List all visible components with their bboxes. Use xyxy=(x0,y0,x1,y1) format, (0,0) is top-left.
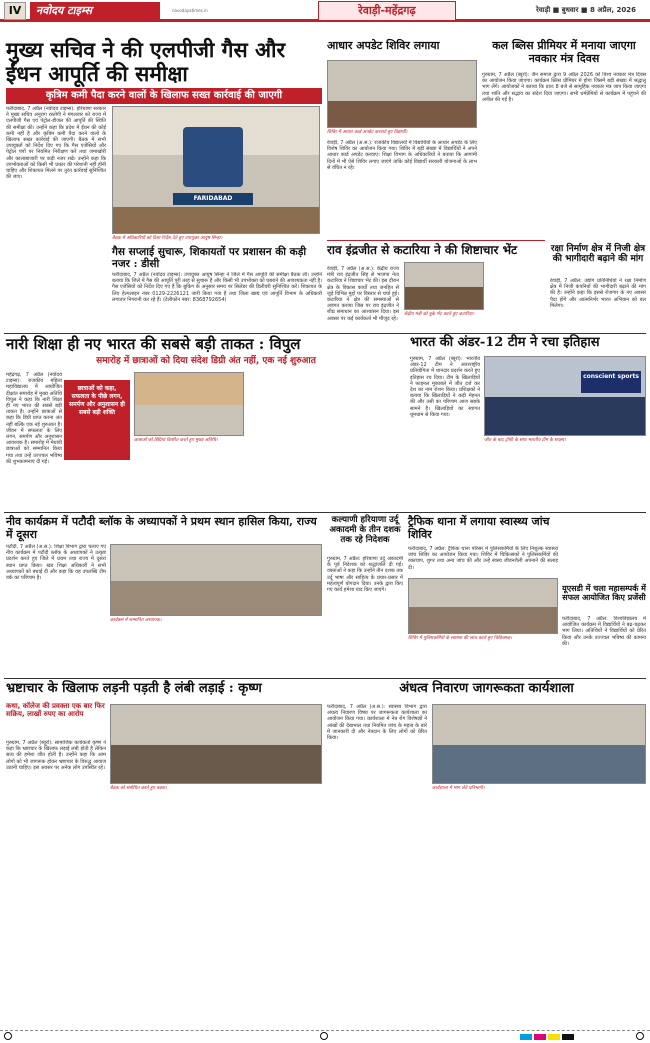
story-education-photo xyxy=(134,372,244,436)
story-gas-headline: गैस सप्लाई सुचारू, शिकायतों पर प्रशासन की कड़ी नजर : डीसी xyxy=(112,246,307,271)
divider xyxy=(4,333,646,334)
story-corruption-body: गुरुग्राम, 7 अप्रैल (ब्यूरो): सामाजिक कार्यकर्ता कृष्ण ने कहा कि भ्रष्टाचार के खिलाफ लड़ाई लंबी होती है लेकिन सत्य की हमेशा जीत होती है। उन्होंने कहा कि आम लोगों को भी जागरूक होकर भ्रष्टाचार के विरुद्ध आवाज उठानी चाहिए। इस अवसर पर अनेक लोग उपस्थित रहे। xyxy=(6,740,106,771)
story-blindness-body: फरीदाबाद, 7 अप्रैल (अ.स.): स्वास्थ्य विभाग द्वारा अंधत्व निवारण विषय पर जागरूकता कार्यशाला का आयोजन किया गया। कार्यशाला में नेत्र रोग विशेषज्ञों ने आंखों की देखभाल तथा नियमित जांच के महत्व के बारे में जानकारी दी और नेत्रदान के लिए लोगों को प्रेरित किया। xyxy=(327,704,427,742)
story-rao-caption: केंद्रीय मंत्री को बुके भेंट करते हुए कटारिया। xyxy=(404,312,475,317)
lead-photo-caption: बैठक में अधिकारियों को दिशा निर्देश देते हुए उपायुक्त आयुष सिन्हा। xyxy=(112,236,223,241)
story-blindness-caption: कार्यशाला में भाग लेते प्रतिभागी। xyxy=(432,786,485,791)
story-corruption-headline: भ्रष्टाचार के खिलाफ लड़नी पड़ती है लंबी लड़ाई : कृष्ण xyxy=(6,681,262,696)
dateline: रेवाड़ी ■ बुधवार ■ 8 अप्रैल, 2026 xyxy=(536,6,636,14)
story-education-pullquote: छात्राओं को कहा, सफलता के पीछे लगन, समर्पण और अनुशासन ही सबसे बड़ी शक्ति xyxy=(64,380,130,460)
story-neev-headline: नीव कार्यक्रम में पटौदी ब्लॉक के अध्यापकों ने प्रथम स्थान हासिल किया, राज्य में दूसरा xyxy=(6,515,317,541)
story-rao-body: रेवाड़ी, 7 अप्रैल (अ.स.): केंद्रीय राज्य मंत्री राव इंद्रजीत सिंह से भाजपा नेता कटारिया ने शिष्टाचार भेंट की। इस दौरान क्षेत्र के विकास कार्यों तथा जनहित से जुड़े विभिन्न मुद्दों पर विस्तार से चर्चा हुई। कटारिया ने क्षेत्र की समस्याओं से अवगत कराया जिस पर राव इंद्रजीत ने शीघ्र समाधान का आश्वासन दिया। इस अवसर पर कई कार्यकर्ता भी मौजूद रहे। xyxy=(327,266,399,322)
story-u12-headline: भारत की अंडर-12 टीम ने रचा इतिहास xyxy=(410,335,600,350)
story-blindness-headline: अंधत्व निवारण जागरूकता कार्यशाला xyxy=(399,681,574,696)
story-aadhaar-caption: शिविर में आधार कार्ड अपडेट करवाते हुए विद्यार्थी। xyxy=(327,130,408,135)
story-urdu-body: गुरुग्राम, 7 अप्रैल: हरियाणा उर्दू अकादमी के पूर्व निदेशक को श्रद्धांजलि दी गई। वक्ताओं ने कहा कि उन्होंने तीन दशक तक उर्दू भाषा और साहित्य के प्रचार-प्रसार में महत्वपूर्ण योगदान दिया। उनके द्वारा किए गए कार्य हमेशा याद किए जाएंगे। xyxy=(327,556,403,594)
section-title: रेवाड़ी-महेंद्रगढ़ xyxy=(318,1,456,21)
story-education-subhead: समारोह में छात्राओं को दिया संदेश डिग्री अंत नहीं, एक नई शुरुआत xyxy=(96,356,316,366)
story-education-caption: छात्राओं को डिग्रियां वितरित करते हुए मुख्य अतिथि। xyxy=(134,438,218,443)
registration-mark-icon xyxy=(320,1032,328,1040)
story-education-body: महेंद्रगढ़, 7 अप्रैल (नवोदय टाइम्स): राजकीय महिला महाविद्यालय में आयोजित दीक्षांत समारोह में मुख्य अतिथि विपुल ने कहा कि नारी शिक्षा ही नए भारत की सबसे बड़ी ताकत है। उन्होंने छात्राओं से कहा कि डिग्री प्राप्त करना अंत नहीं बल्कि एक नई शुरुआत है। जीवन में सफलता के लिए लगन, समर्पण और अनुशासन आवश्यक है। समारोह में मेधावी छात्राओं को सम्मानित किया गया तथा उन्हें उज्ज्वल भविष्य की शुभकामनाएं दी गईं। xyxy=(6,372,62,465)
lead-subhead: कृत्रिम कमी पैदा करने वालों के खिलाफ सख्त कार्रवाई की जाएगी xyxy=(6,88,322,104)
lead-headline: मुख्य सचिव ने की एलपीजी गैस और ईंधन आपूर्ति की समीक्षा xyxy=(6,37,286,87)
story-navkar-headline: कल ब्लिस प्रीमियर में मनाया जाएगा नवकार मंत्र दिवस xyxy=(492,39,636,65)
story-aadhaar-photo xyxy=(327,60,477,128)
story-corruption-subhead: कथा, कॉलेज की प्रवक्ता एक बार फिर सक्रिय, लाखों रुपए का आरोप xyxy=(6,702,105,719)
registration-mark-icon xyxy=(636,1032,644,1040)
story-u12-body: गुरुग्राम, 7 अप्रैल (ब्यूरो): भारतीय अंडर-12 टीम ने अंतरराष्ट्रीय प्रतियोगिता में शानदार प्रदर्शन करते हुए इतिहास रच दिया। टीम के खिलाड़ियों ने फाइनल मुकाबले में जीत दर्ज कर देश का नाम रोशन किया। प्रशिक्षकों ने बताया कि खिलाड़ियों ने कड़ी मेहनत की और उसी का परिणाम आज सबके सामने है। खिलाड़ियों का स्वागत धूमधाम से किया गया। xyxy=(410,356,480,418)
lead-body: फरीदाबाद, 7 अप्रैल (नवोदय टाइम्स): हरियाणा सरकार ने मुख्य सचिव अनुराग रस्तोगी ने मंगलवार को राज्य में एलपीजी गैस एवं पेट्रोल-डीजल की आपूर्ति की स्थिति की समीक्षा की। उन्होंने कहा कि प्रदेश में ईंधन की कोई कमी नहीं है और कृत्रिम कमी पैदा करने वालों के खिलाफ सख्त कार्रवाई की जाएगी। बैठक में सभी उपायुक्तों को निर्देश दिए गए कि गैस एजेंसियों और पेट्रोल पंपों पर नियमित निरीक्षण करें तथा जमाखोरी और कालाबाजारी पर कड़ी नजर रखें। उन्होंने कहा कि उपभोक्ताओं को किसी भी प्रकार की परेशानी नहीं होनी चाहिए और शिकायत मिलने पर तुरंत कार्रवाई सुनिश्चित की जाए। xyxy=(6,106,106,181)
photo-sign: FARIDABAD xyxy=(173,193,253,205)
story-u12-photo xyxy=(484,356,646,436)
divider xyxy=(4,512,646,513)
site-url: navodayatimes.in xyxy=(172,8,208,13)
story-neev-photo xyxy=(110,544,322,616)
lead-photo xyxy=(112,106,320,234)
cyan-swatch xyxy=(520,1034,532,1040)
story-navkar-body: गुरुग्राम, 7 अप्रैल (ब्यूरो): जैन समाज द्वारा 9 अप्रैल 2026 को विश्व नवकार मंत्र दिवस का आयोजन किया जाएगा। कार्यक्रम ब्लिस प्रीमियर में होगा जिसमें बड़ी संख्या में श्रद्धालु भाग लेंगे। आयोजकों ने बताया कि प्रातः 8 बजे से सामूहिक नवकार मंत्र जाप किया जाएगा तथा शांति और सद्भाव का संदेश दिया जाएगा। सभी धर्मप्रेमियों से कार्यक्रम में पहुंचने की अपील की गई है। xyxy=(482,72,646,103)
story-u12-banner: conscient sports xyxy=(581,371,641,393)
story-neev-body: पटौदी, 7 अप्रैल (अ.स.): शिक्षा विभाग द्वारा चलाए गए नीव कार्यक्रम में पटौदी ब्लॉक के अध्यापकों ने उत्कृष्ट प्रदर्शन करते हुए जिले में प्रथम तथा राज्य में दूसरा स्थान प्राप्त किया। खंड शिक्षा अधिकारी ने सभी अध्यापकों को बधाई दी और कहा कि यह उपलब्धि टीम वर्क का परिणाम है। xyxy=(6,544,106,582)
paper-logo: नवोदय टाइम्स xyxy=(30,2,160,20)
story-urdu-headline: कल्याणी हरियाणा उर्दू अकादमी के तीन दशक तक रहे निदेशक xyxy=(329,515,401,545)
divider xyxy=(4,678,646,679)
story-rao-photo xyxy=(404,262,484,310)
story-defence-headline: रक्षा निर्माण क्षेत्र में निजी क्षेत्र की भागीदारी बढ़ाने की मांग xyxy=(550,244,646,265)
story-traffic-caption: शिविर में पुलिसकर्मियों के स्वास्थ्य की जांच करते हुए चिकित्सक। xyxy=(408,636,512,641)
story-usd-headline: यूएसडी में चला महासम्पर्क में सफल आयोजित किए प्रजेंसी xyxy=(562,583,646,603)
divider xyxy=(327,240,545,241)
yellow-swatch xyxy=(548,1034,560,1040)
page-number: IV xyxy=(4,2,26,20)
registration-mark-icon xyxy=(4,1032,12,1040)
magenta-swatch xyxy=(534,1034,546,1040)
story-education-headline: नारी शिक्षा ही नए भारत की सबसे बड़ी ताकत : विपुल xyxy=(6,335,301,353)
story-gas-body: फरीदाबाद, 7 अप्रैल (नवोदय टाइम्स): उपायुक्त आयुष सिन्हा ने जिले में गैस आपूर्ति की समीक्षा बैठक ली। उन्होंने बताया कि जिले में गैस की आपूर्ति पूरी तरह से सुचारू है और किसी भी उपभोक्ता को घबराने की आवश्यकता नहीं है। गैस एजेंसियों को निर्देश दिए गए हैं कि बुकिंग के अनुसार समय पर सिलेंडर की डिलीवरी सुनिश्चित करें। शिकायत के लिए हेल्पलाइन नंबर 0129-2226121 जारी किया गया है तथा जिला खाद्य एवं आपूर्ति विभाग के अधिकारी लगातार निगरानी कर रहे हैं। (टेलीफोन नंबर: 8368792654) xyxy=(112,272,322,303)
story-aadhaar-headline: आधार अपडेट शिविर लगाया xyxy=(327,39,440,52)
story-traffic-body: फरीदाबाद, 7 अप्रैल: ट्रैफिक थाना परिसर में पुलिसकर्मियों के लिए निशुल्क स्वास्थ्य जांच शिविर का आयोजन किया गया। शिविर में चिकित्सकों ने पुलिसकर्मियों की रक्तचाप, शुगर तथा अन्य जांच की और उन्हें स्वस्थ जीवनशैली अपनाने की सलाह दी। xyxy=(408,546,558,571)
story-usd-body: फरीदाबाद, 7 अप्रैल: विश्वविद्यालय में आयोजित कार्यक्रम में विद्यार्थियों ने बढ़-चढ़कर भाग लिया। अतिथियों ने विद्यार्थियों को प्रेरित किया और उनके उज्ज्वल भविष्य की कामना की। xyxy=(562,616,646,647)
story-neev-caption: कार्यक्रम में सम्मानित अध्यापक। xyxy=(110,618,162,623)
story-traffic-photo xyxy=(408,578,558,634)
story-corruption-photo xyxy=(110,704,322,784)
story-rao-headline: राव इंद्रजीत से कटारिया ने की शिष्टाचार भेंट xyxy=(327,243,518,257)
story-aadhaar-body: रेवाड़ी, 7 अप्रैल (अ.स.): राजकीय विद्यालयों में विद्यार्थियों के आधार अपडेट के लिए विशेष शिविर का आयोजन किया गया। शिविर में बड़ी संख्या में विद्यार्थियों ने अपने आधार कार्ड अपडेट करवाए। शिक्षा विभाग के अधिकारियों ने बताया कि आगामी दिनों में भी ऐसे शिविर लगाए जाएंगे ताकि कोई विद्यार्थी सरकारी योजनाओं के लाभ से वंचित न रहे। xyxy=(327,140,477,171)
story-traffic-headline: ट्रैफिक थाना में लगाया स्वास्थ्य जांच शिविर xyxy=(408,515,550,541)
story-u12-caption: जीत के बाद ट्रॉफी के साथ भारतीय टीम के सदस्य। xyxy=(484,438,566,443)
story-corruption-caption: बैठक को संबोधित करते हुए वक्ता। xyxy=(110,786,167,791)
story-blindness-photo xyxy=(432,704,646,784)
black-swatch xyxy=(562,1034,574,1040)
story-defence-body: रेवाड़ी, 7 अप्रैल: उद्योग प्रतिनिधियों ने रक्षा निर्माण क्षेत्र में निजी कंपनियों की भागीदारी बढ़ाने की मांग की है। उन्होंने कहा कि इससे रोजगार के नए अवसर पैदा होंगे और आत्मनिर्भर भारत अभियान को बल मिलेगा। xyxy=(550,278,646,309)
